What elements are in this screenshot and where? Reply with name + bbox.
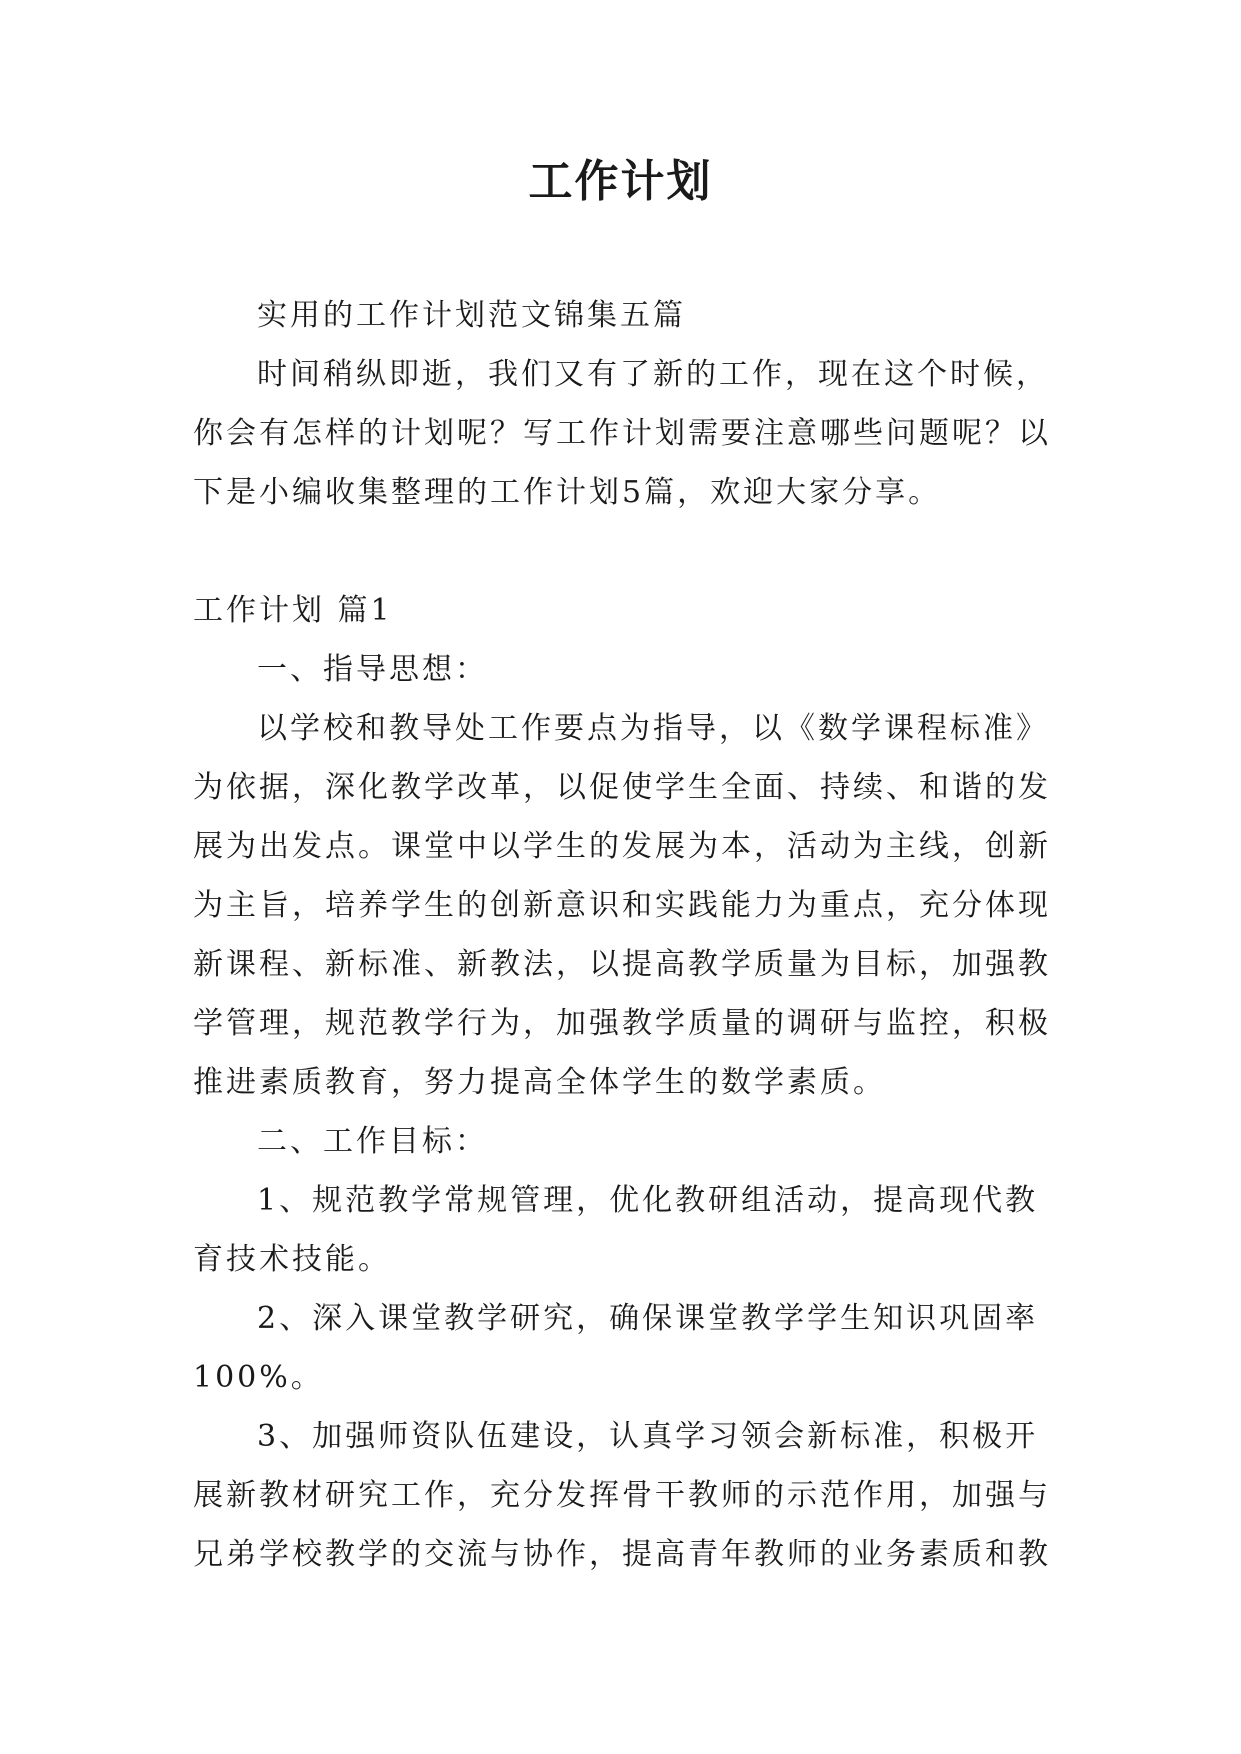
subheading-work-goals: 二、工作目标：	[257, 1124, 488, 1159]
intro-paragraph: 时间稍纵即逝，我们又有了新的工作，现在这个时候，你会有怎样的计划呢？写工作计划需要注意哪些问题呢？以下是小编收集整理的工作计划5篇，欢迎大家分享。	[193, 357, 1051, 510]
guiding-ideology-paragraph: 以学校和教导处工作要点为指导，以《数学课程标准》为依据，深化教学改革，以促使学生全面、持续、和谐的发展为出发点。课堂中以学生的发展为本，活动为主线，创新为主旨，培养学生的创新意识和实践能力为重点，充分体现新课程、新标准、新教法，以提高教学质量为目标，加强教学管理，规范教学行为，加强教学质量的调研与监控，积极推进素质教育，努力提高全体学生的数学素质。	[193, 711, 1051, 1100]
document-title: 工作计划	[528, 156, 713, 207]
spacer	[193, 522, 1053, 581]
document-body	[193, 286, 1053, 1584]
goal-paragraph-2: 2、深入课堂教学研究，确保课堂教学学生知识巩固率100%。	[193, 1301, 1039, 1395]
subtitle-paragraph: 实用的工作计划范文锦集五篇	[257, 298, 686, 333]
subheading-guiding-ideology: 一、指导思想：	[257, 652, 488, 687]
goal-paragraph-3: 3、加强师资队伍建设，认真学习领会新标准，积极开展新教材研究工作，充分发挥骨干教师的示范作用，加强与兄弟学校教学的交流与协作，提高青年教师的业务素质和教	[193, 1419, 1051, 1572]
section-heading: 工作计划 篇1	[193, 593, 393, 628]
goal-paragraph-1: 1、规范教学常规管理，优化教研组活动，提高现代教育技术技能。	[193, 1183, 1039, 1277]
